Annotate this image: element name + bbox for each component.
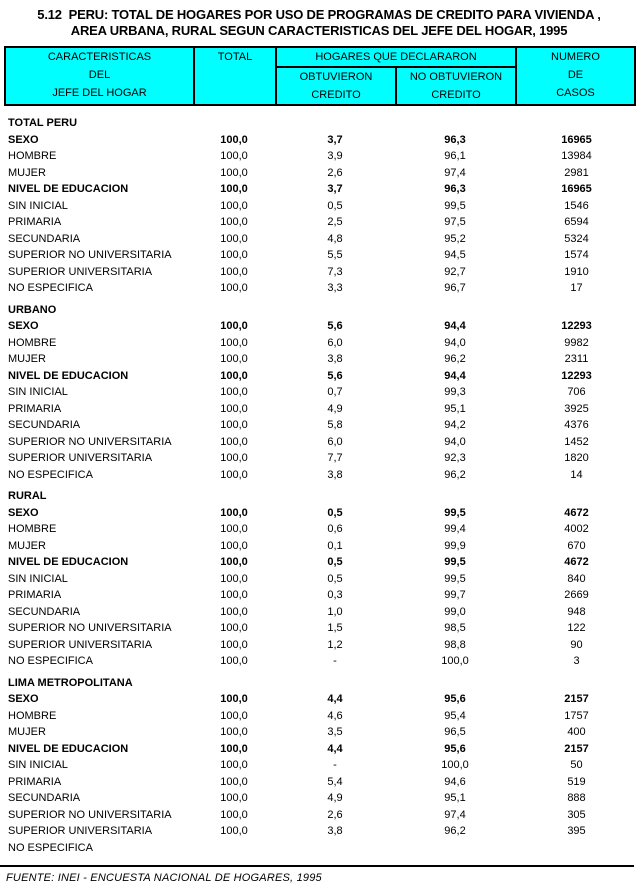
value-no-obtuvieron: 96,2 [444, 353, 466, 365]
value-obtuvieron: 4,8 [327, 232, 343, 245]
value-no-obtuvieron: 95,6 [444, 693, 466, 705]
table-row [0, 790, 638, 807]
row-label: SUPERIOR NO UNIVERSITARIA [8, 808, 172, 821]
value-total: 100,0 [220, 166, 248, 179]
row-label: SUPERIOR NO UNIVERSITARIA [8, 435, 172, 448]
table-row [0, 384, 638, 401]
value-total: 100,0 [220, 183, 248, 195]
value-total: 100,0 [220, 232, 248, 245]
header-obtuvieron-line1: OBTUVIERON [299, 71, 373, 83]
value-numero-casos: 1452 [564, 435, 589, 448]
value-no-obtuvieron: 94,2 [444, 419, 466, 431]
value-total: 100,0 [220, 369, 248, 382]
value-numero-casos: 948 [567, 605, 586, 618]
value-total: 100,0 [220, 199, 248, 212]
value-numero-casos: 2669 [564, 589, 589, 601]
header-declararon-label: HOGARES QUE DECLARARON [315, 51, 477, 63]
row-label: SUPERIOR UNIVERSITARIA [8, 825, 153, 837]
value-no-obtuvieron: 95,1 [444, 792, 466, 804]
value-numero-casos: 1820 [564, 452, 589, 464]
row-label: MUJER [8, 539, 46, 552]
row-label: NO ESPECIFICA [8, 655, 93, 667]
row-label: SECUNDARIA [8, 792, 81, 804]
value-obtuvieron: 3,8 [327, 353, 343, 365]
row-label: SUPERIOR UNIVERSITARIA [8, 265, 153, 278]
table-row [0, 335, 638, 352]
value-no-obtuvieron: 99,4 [444, 523, 466, 535]
value-total: 100,0 [220, 622, 248, 634]
value-obtuvieron: 2,6 [327, 808, 343, 821]
section [0, 675, 638, 857]
value-obtuvieron: 1,0 [327, 605, 343, 618]
table-row [0, 571, 638, 588]
report-title-line2: AREA URBANA, RURAL SEGUN CARACTERISTICAS DEL JEFE DEL HOGAR, 1995 [70, 23, 568, 38]
table-row [0, 840, 638, 857]
value-numero-casos: 3 [573, 655, 580, 667]
value-obtuvieron: 3,8 [327, 468, 343, 481]
value-obtuvieron: 4,4 [327, 742, 343, 755]
row-label: SUPERIOR UNIVERSITARIA [8, 452, 153, 464]
value-total: 100,0 [220, 808, 248, 821]
value-no-obtuvieron: 99,5 [444, 556, 466, 568]
value-no-obtuvieron: 98,8 [444, 638, 466, 651]
value-obtuvieron: 6,0 [327, 435, 343, 448]
row-label: PRIMARIA [8, 216, 62, 228]
value-total: 100,0 [220, 726, 248, 738]
row-label: SIN INICIAL [8, 572, 68, 585]
value-numero-casos: 16965 [561, 133, 592, 146]
value-total: 100,0 [220, 282, 248, 294]
value-no-obtuvieron: 95,1 [444, 402, 466, 415]
row-label: NIVEL DE EDUCACION [8, 742, 129, 755]
header-declararon [276, 47, 516, 67]
section-title: LIMA METROPOLITANA [8, 676, 133, 689]
value-obtuvieron: 0,5 [327, 199, 343, 212]
header-caracteristicas-line3: JEFE DEL HOGAR [52, 87, 147, 99]
value-no-obtuvieron: 99,7 [444, 589, 466, 601]
value-total: 100,0 [220, 775, 248, 788]
report-title [0, 0, 638, 39]
value-total: 100,0 [220, 386, 248, 398]
value-total: 100,0 [220, 572, 248, 585]
section-title: URBANO [8, 303, 57, 316]
value-numero-casos: 12293 [561, 369, 592, 382]
row-label: PRIMARIA [8, 589, 62, 601]
value-numero-casos: 1574 [564, 249, 589, 261]
table-row [0, 280, 638, 297]
value-numero-casos: 16965 [561, 183, 592, 195]
row-label: SECUNDARIA [8, 232, 81, 245]
value-no-obtuvieron: 96,3 [444, 133, 466, 146]
value-numero-casos: 1546 [564, 199, 589, 212]
value-numero-casos: 4672 [564, 556, 589, 568]
value-obtuvieron: 5,8 [327, 419, 343, 431]
value-obtuvieron: 5,5 [327, 249, 343, 261]
value-numero-casos: 2981 [564, 166, 589, 179]
value-numero-casos: 90 [570, 638, 583, 651]
table-row [0, 521, 638, 538]
value-total: 100,0 [220, 556, 248, 568]
table-row [0, 724, 638, 741]
value-total: 100,0 [220, 452, 248, 464]
value-obtuvieron: 2,6 [327, 166, 343, 179]
value-obtuvieron: 2,5 [327, 216, 343, 228]
value-numero-casos: 122 [567, 622, 586, 634]
table-row [0, 757, 638, 774]
value-numero-casos: 13984 [561, 150, 592, 162]
value-no-obtuvieron: 99,5 [444, 506, 466, 519]
section-title: RURAL [8, 490, 47, 502]
row-label: SEXO [8, 693, 39, 705]
value-obtuvieron [275, 840, 395, 857]
header-numero [516, 47, 635, 105]
value-obtuvieron: 0,1 [327, 539, 343, 552]
value-total: 100,0 [220, 353, 248, 365]
row-label: NIVEL DE EDUCACION [8, 183, 129, 195]
value-no-obtuvieron: 99,3 [444, 386, 466, 398]
row-label: HOMBRE [8, 150, 57, 162]
value-no-obtuvieron: 98,5 [444, 622, 466, 634]
value-no-obtuvieron: 96,3 [444, 183, 466, 195]
row-label: NIVEL DE EDUCACION [8, 556, 129, 568]
row-label: SIN INICIAL [8, 199, 68, 212]
table-row [0, 653, 638, 670]
value-total: 100,0 [220, 655, 248, 667]
header-numero-line1: NUMERO [551, 51, 600, 63]
value-total: 100,0 [220, 133, 248, 146]
table-body [0, 115, 638, 856]
value-obtuvieron: 3,3 [327, 282, 343, 294]
value-numero-casos: 14 [570, 468, 583, 481]
value-numero-casos [515, 840, 638, 857]
value-no-obtuvieron: 100,0 [441, 655, 469, 667]
value-total: 100,0 [220, 638, 248, 651]
table-row [0, 774, 638, 791]
table-row [0, 247, 638, 264]
value-total: 100,0 [220, 419, 248, 431]
value-no-obtuvieron: 94,0 [444, 336, 466, 349]
table-row [0, 401, 638, 418]
value-no-obtuvieron: 99,0 [444, 605, 466, 618]
value-obtuvieron: 3,8 [327, 825, 343, 837]
value-total: 100,0 [220, 693, 248, 705]
value-obtuvieron: 5,4 [327, 775, 343, 788]
value-obtuvieron: 3,5 [327, 726, 343, 738]
header-caracteristicas-line2: DEL [88, 69, 111, 81]
row-label: NO ESPECIFICA [8, 282, 93, 294]
row-label: SUPERIOR NO UNIVERSITARIA [8, 249, 172, 261]
value-obtuvieron: 0,7 [327, 386, 343, 398]
value-numero-casos: 17 [570, 282, 583, 294]
row-label: SUPERIOR NO UNIVERSITARIA [8, 622, 172, 634]
section [0, 302, 638, 484]
table-row [0, 587, 638, 604]
value-numero-casos: 305 [567, 808, 586, 821]
value-numero-casos: 2311 [564, 353, 589, 365]
header-numero-line2: DE [567, 69, 584, 81]
value-total: 100,0 [220, 249, 248, 261]
value-obtuvieron: 4,6 [327, 709, 343, 722]
row-label: MUJER [8, 353, 46, 365]
value-numero-casos: 4002 [564, 523, 589, 535]
value-total [193, 840, 275, 857]
table-row [0, 351, 638, 368]
value-numero-casos: 2157 [564, 742, 589, 755]
table-row [0, 148, 638, 165]
table-header [4, 46, 636, 106]
header-numero-line3: CASOS [556, 87, 595, 99]
value-total: 100,0 [220, 216, 248, 228]
row-label: SUPERIOR UNIVERSITARIA [8, 638, 153, 651]
value-obtuvieron: - [333, 655, 337, 667]
header-caracteristicas [5, 47, 194, 105]
value-numero-casos: 400 [567, 726, 586, 738]
value-obtuvieron: 1,5 [327, 622, 343, 634]
value-total: 100,0 [220, 336, 248, 349]
value-no-obtuvieron: 95,6 [444, 742, 466, 755]
section-title: TOTAL PERU [8, 117, 78, 129]
row-label: NO ESPECIFICA [8, 468, 93, 481]
table-row [0, 620, 638, 637]
value-numero-casos: 670 [567, 539, 586, 552]
value-numero-casos: 519 [567, 775, 586, 788]
header-obtuvieron [276, 67, 396, 105]
value-total: 100,0 [220, 825, 248, 837]
row-label: HOMBRE [8, 709, 57, 722]
value-total: 100,0 [220, 150, 248, 162]
value-obtuvieron: 5,6 [327, 320, 343, 332]
value-no-obtuvieron: 100,0 [441, 759, 469, 771]
value-numero-casos: 706 [567, 386, 586, 398]
value-no-obtuvieron: 99,5 [444, 199, 466, 212]
value-total: 100,0 [220, 320, 248, 332]
value-numero-casos: 395 [567, 825, 586, 837]
row-label: NIVEL DE EDUCACION [8, 369, 129, 382]
value-total: 100,0 [220, 709, 248, 722]
row-label: SEXO [8, 133, 39, 146]
row-label: MUJER [8, 726, 46, 738]
value-numero-casos: 4672 [564, 506, 589, 519]
value-obtuvieron: 4,9 [327, 792, 343, 804]
section [0, 115, 638, 297]
row-label: NO ESPECIFICA [8, 841, 93, 854]
table-row [0, 417, 638, 434]
value-no-obtuvieron: 99,9 [444, 539, 466, 552]
value-numero-casos: 5324 [564, 232, 589, 245]
value-numero-casos: 1757 [564, 709, 589, 722]
table-row [0, 132, 638, 149]
value-no-obtuvieron: 99,5 [444, 572, 466, 585]
value-no-obtuvieron: 96,2 [444, 825, 466, 837]
value-no-obtuvieron: 97,4 [444, 166, 466, 179]
value-numero-casos: 4376 [564, 419, 589, 431]
table-row [0, 434, 638, 451]
value-obtuvieron: 5,6 [327, 369, 343, 382]
table-row [0, 231, 638, 248]
header-no-obtuvieron-line2: CREDITO [431, 89, 481, 101]
value-obtuvieron: 7,7 [327, 452, 343, 464]
table-row [0, 181, 638, 198]
value-total: 100,0 [220, 759, 248, 771]
value-no-obtuvieron: 95,2 [444, 232, 466, 245]
value-obtuvieron: 0,3 [327, 589, 343, 601]
value-total: 100,0 [220, 506, 248, 519]
table-row [0, 318, 638, 335]
value-no-obtuvieron: 94,4 [444, 369, 466, 382]
value-obtuvieron: 3,9 [327, 150, 343, 162]
row-label: SECUNDARIA [8, 605, 81, 618]
value-total: 100,0 [220, 435, 248, 448]
value-no-obtuvieron: 94,5 [444, 249, 466, 261]
table-row [0, 368, 638, 385]
value-obtuvieron: 0,6 [327, 523, 343, 535]
value-no-obtuvieron: 97,4 [444, 808, 466, 821]
table-row [0, 708, 638, 725]
row-label: HOMBRE [8, 523, 57, 535]
header-obtuvieron-line2: CREDITO [311, 89, 361, 101]
row-label: SIN INICIAL [8, 386, 68, 398]
value-numero-casos: 50 [570, 759, 583, 771]
table-row [0, 505, 638, 522]
value-no-obtuvieron: 92,7 [444, 265, 466, 278]
value-numero-casos: 9982 [564, 336, 589, 349]
table-row [0, 198, 638, 215]
value-no-obtuvieron: 96,7 [444, 282, 466, 294]
value-numero-casos: 840 [567, 572, 586, 585]
value-obtuvieron: 3,7 [327, 133, 343, 146]
table-row [0, 165, 638, 182]
value-total: 100,0 [220, 605, 248, 618]
source-note: FUENTE: INEI - ENCUESTA NACIONAL DE HOGARES, 1995 [6, 872, 322, 884]
table-row [0, 538, 638, 555]
value-no-obtuvieron: 96,1 [444, 150, 466, 162]
value-obtuvieron: 0,5 [327, 556, 343, 568]
value-obtuvieron: 6,0 [327, 336, 343, 349]
value-obtuvieron: 3,7 [327, 183, 343, 195]
value-numero-casos: 3925 [564, 402, 589, 415]
table-row [0, 741, 638, 758]
value-numero-casos: 888 [567, 792, 586, 804]
value-total: 100,0 [220, 523, 248, 535]
row-label: MUJER [8, 166, 46, 179]
value-obtuvieron: 7,3 [327, 265, 343, 278]
header-no-obtuvieron-line1: NO OBTUVIERON [409, 71, 503, 83]
header-no-obtuvieron [396, 67, 516, 105]
row-label: SEXO [8, 320, 39, 332]
row-label: PRIMARIA [8, 402, 62, 415]
value-obtuvieron: 0,5 [327, 506, 343, 519]
report-title-line1: 5.12 PERU: TOTAL DE HOGARES POR USO DE PROGRAMAS DE CREDITO PARA VIVIENDA , [37, 7, 601, 22]
table-row [0, 691, 638, 708]
table-row [0, 637, 638, 654]
value-numero-casos: 2157 [564, 693, 589, 705]
value-no-obtuvieron [395, 840, 515, 857]
header-caracteristicas-line1: CARACTERISTICAS [47, 51, 152, 63]
row-label: PRIMARIA [8, 775, 62, 788]
table-row [0, 604, 638, 621]
row-label: HOMBRE [8, 336, 57, 349]
header-total-label: TOTAL [217, 51, 253, 63]
section [0, 488, 638, 670]
value-total: 100,0 [220, 265, 248, 278]
value-obtuvieron: - [333, 759, 337, 771]
value-no-obtuvieron: 94,0 [444, 435, 466, 448]
value-obtuvieron: 4,4 [327, 693, 343, 705]
value-no-obtuvieron: 96,5 [444, 726, 466, 738]
value-numero-casos: 6594 [564, 216, 589, 228]
table-row [0, 450, 638, 467]
table-row [0, 554, 638, 571]
value-numero-casos: 1910 [564, 265, 589, 278]
value-no-obtuvieron: 97,5 [444, 216, 466, 228]
table-row [0, 214, 638, 231]
table-row [0, 823, 638, 840]
value-total: 100,0 [220, 589, 248, 601]
value-obtuvieron: 0,5 [327, 572, 343, 585]
header-total [194, 47, 276, 105]
value-no-obtuvieron: 94,4 [444, 320, 466, 332]
value-no-obtuvieron: 92,3 [444, 452, 466, 464]
row-label: SEXO [8, 506, 39, 519]
table-row [0, 807, 638, 824]
value-obtuvieron: 4,9 [327, 402, 343, 415]
value-no-obtuvieron: 94,6 [444, 775, 466, 788]
value-total: 100,0 [220, 402, 248, 415]
row-label: SECUNDARIA [8, 419, 81, 431]
value-total: 100,0 [220, 742, 248, 755]
value-total: 100,0 [220, 792, 248, 804]
table-row [0, 264, 638, 281]
value-total: 100,0 [220, 539, 248, 552]
value-total: 100,0 [220, 468, 248, 481]
value-no-obtuvieron: 95,4 [444, 709, 466, 722]
row-label: SIN INICIAL [8, 759, 68, 771]
value-obtuvieron: 1,2 [327, 638, 343, 651]
value-numero-casos: 12293 [561, 320, 592, 332]
value-no-obtuvieron: 96,2 [444, 468, 466, 481]
table-row [0, 467, 638, 484]
